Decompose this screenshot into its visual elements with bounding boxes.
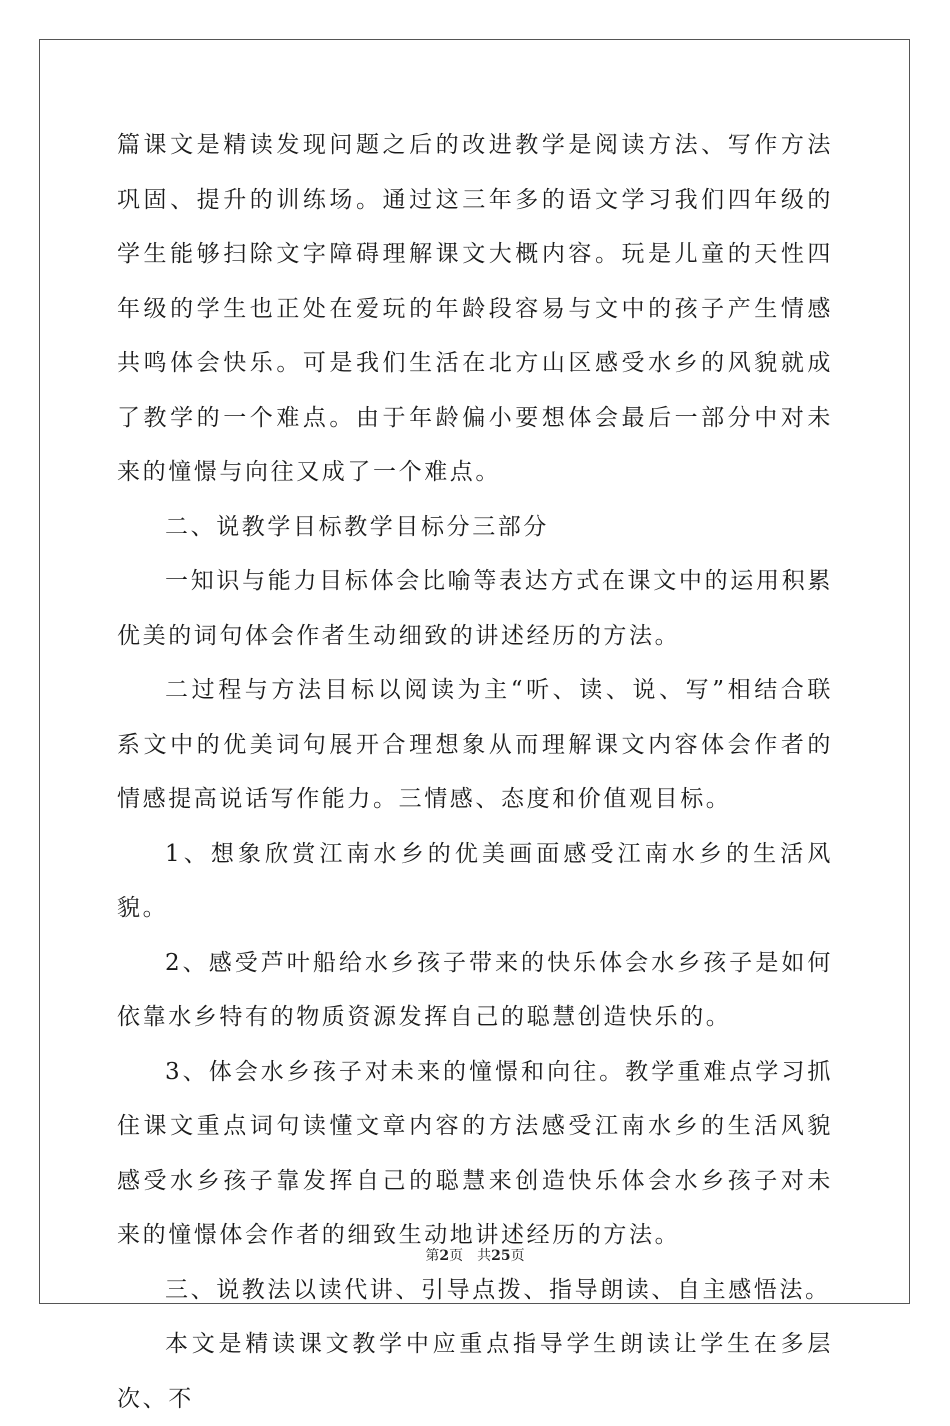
paragraph-process-goal: 二过程与方法目标以阅读为主“听、读、说、写”相结合联系文中的优美词句展开合理想象从而理解课文内容体会作者的情感提高说话写作能力。三情感、态度和价值观目标。: [117, 677, 833, 812]
paragraph-knowledge-goal: 一知识与能力目标体会比喻等表达方式在课文中的运用积累优美的词句体会作者生动细致的讲述经历的方法。: [117, 568, 833, 649]
list-item-goal-2: 2、感受芦叶船给水乡孩子带来的快乐体会水乡孩子是如何依靠水乡特有的物质资源发挥自己的聪慧创造快乐的。: [117, 949, 833, 1030]
page-number-footer: [0, 1245, 950, 1265]
total-label-prefix: 共: [477, 1248, 492, 1264]
total-page-number: 25: [491, 1248, 511, 1264]
list-item-goal-3: 3、体会水乡孩子对未来的憧憬和向往。教学重难点学习抓住课文重点词句读懂文章内容的方法感受江南水乡的生活风貌感受水乡孩子靠发挥自己的聪慧来创造快乐体会水乡孩子对未来的憧憬体会作者的细致生动地讲述经历的方法。: [117, 1058, 833, 1248]
paragraph-method-detail: 本文是精读课文教学中应重点指导学生朗读让学生在多层次、不: [117, 1331, 833, 1412]
total-label-suffix: 页: [510, 1248, 525, 1264]
list-item-goal-1: 1、想象欣赏江南水乡的优美画面感受江南水乡的生活风貌。: [117, 840, 833, 921]
page-label-prefix: 第: [425, 1248, 440, 1264]
section-heading-teaching-method: 三、说教法以读代讲、引导点拨、指导朗读、自主感悟法。: [165, 1276, 831, 1303]
current-page-number: 2: [439, 1248, 450, 1264]
section-heading-teaching-goals: 二、说教学目标教学目标分三部分: [165, 513, 549, 540]
page-label-suffix: 页: [449, 1248, 464, 1264]
document-body: [117, 118, 833, 1426]
paragraph-continuation: 篇课文是精读发现问题之后的改进教学是阅读方法、写作方法巩固、提升的训练场。通过这三年多的语文学习我们四年级的学生能够扫除文字障碍理解课文大概内容。玩是儿童的天性四年级的学生也正处在爱玩的年龄段容易与文中的孩子产生情感共鸣体会快乐。可是我们生活在北方山区感受水乡的风貌就成了教学的一个难点。由于年龄偏小要想体会最后一部分中对未来的憧憬与向往又成了一个难点。: [117, 132, 833, 485]
